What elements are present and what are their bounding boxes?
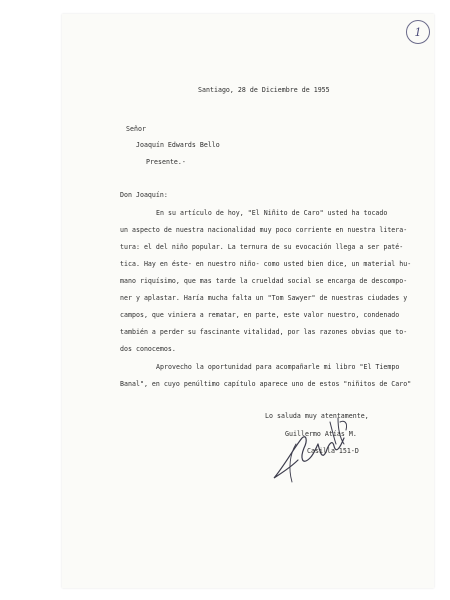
body-line: también a perder su fascinante vitalidad, por las razones obvias que to- xyxy=(120,328,408,336)
body-line: Banal", en cuyo penúltimo capítulo aparece uno de estos "niñitos de Caro" xyxy=(120,380,412,388)
page-number-label: 1 xyxy=(414,25,422,39)
body-line: Aprovecho la oportunidad para acompañarle mi libro "El Tiempo xyxy=(156,363,400,371)
page-number xyxy=(406,20,430,44)
recipient-name: Joaquín Edwards Bello xyxy=(136,141,220,149)
body-line: un aspecto de nuestra nacionalidad muy poco corriente en nuestra litera- xyxy=(120,226,408,234)
letter-date: Santiago, 28 de Diciembre de 1955 xyxy=(198,86,330,94)
salutation: Don Joaquín: xyxy=(120,191,168,199)
body-line: En su artículo de hoy, "El Niñito de Caro" usted ha tocado xyxy=(156,209,388,217)
body-line: tura: el del niño popular. La ternura de su evocación llega a ser paté- xyxy=(120,243,404,251)
body-line: tica. Hay en éste- en nuestro niño- como usted bien dice, un material hu- xyxy=(120,260,412,268)
recipient-location: Presente.- xyxy=(146,158,186,166)
signatory-name: Guillermo Atías M. xyxy=(285,430,357,438)
closing: Lo saluda muy atentamente, xyxy=(265,412,369,420)
body-line: mano riquísimo, que mas tarde la crueldad social se encarga de descompo- xyxy=(120,277,408,285)
body-line: campos, que viniera a rematar, en parte, este valor nuestro, condenado xyxy=(120,311,400,319)
recipient-title: Señor xyxy=(126,125,146,133)
signatory-address: Casilla 151-D xyxy=(307,447,359,455)
body-line: dos conocemos. xyxy=(120,345,176,353)
body-line: ner y aplastar. Haría mucha falta un "Tom Sawyer" de nuestras ciudades y xyxy=(120,294,408,302)
